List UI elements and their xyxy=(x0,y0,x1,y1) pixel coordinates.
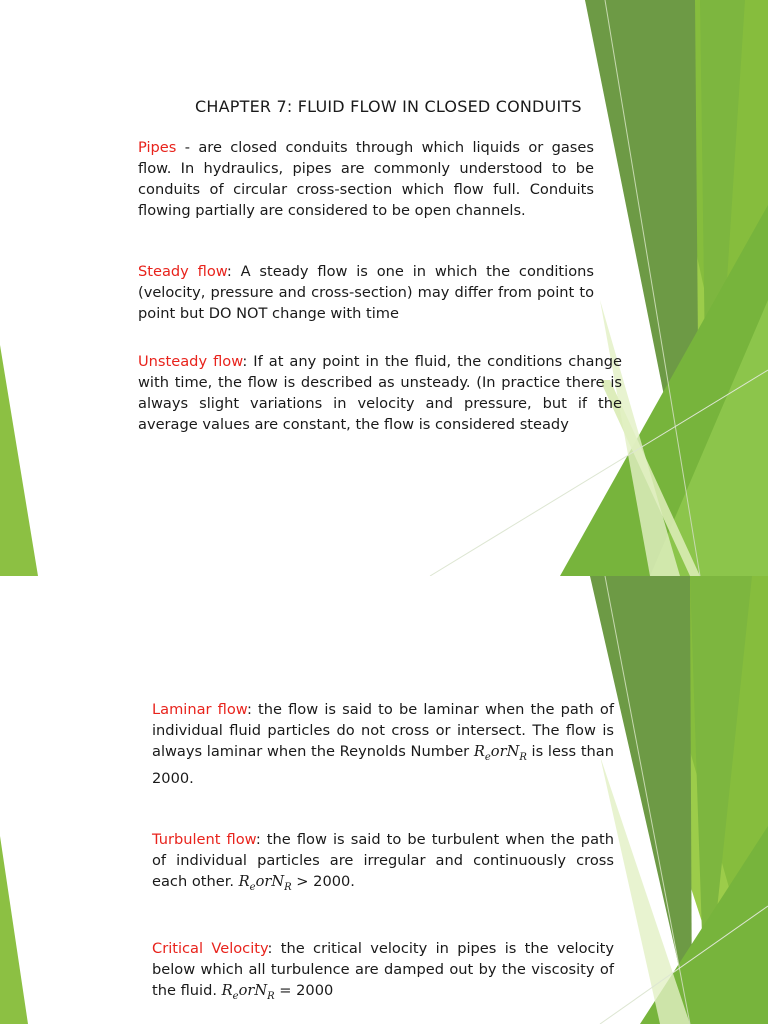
page-title: CHAPTER 7: FLUID FLOW IN CLOSED CONDUITS xyxy=(195,97,582,116)
reynolds-number-symbol: $R_eorN_R$ xyxy=(473,743,527,763)
critical-velocity-definition xyxy=(152,938,614,1007)
pipes-text: - are closed conduits through which liquids or gases flow. In hydraulics, pipes are commonly understood to be conduits of circular cross-section which flow full. Conduits flowing partially are considered to be open channels. xyxy=(138,139,594,219)
unsteady-flow-definition xyxy=(138,351,622,435)
steady-flow-definition xyxy=(138,261,594,324)
pipes-term: Pipes xyxy=(138,139,177,156)
turbulent-flow-tail: > 2000. xyxy=(291,873,355,890)
turbulent-flow-term: Turbulent flow xyxy=(152,831,256,848)
laminar-flow-term: Laminar flow xyxy=(152,701,247,718)
critical-velocity-text: : the critical velocity in pipes is the velocity below which all turbulence are damped out by the viscosity of the fluid. xyxy=(152,940,614,999)
turbulent-flow-text: : the flow is said to be turbulent when the path of individual particles are irregular and continuously cross each other. xyxy=(152,831,614,890)
slide-2 xyxy=(0,576,768,1024)
unsteady-flow-term: Unsteady flow xyxy=(138,353,243,370)
critical-velocity-tail: = 2000 xyxy=(274,982,334,999)
laminar-flow-text: : the flow is said to be laminar when the path of individual fluid particles do not cross or intersect. The flow is always laminar when the Reynolds Number xyxy=(152,701,615,760)
critical-velocity-term: Critical Velocity xyxy=(152,940,268,957)
laminar-flow-definition xyxy=(152,699,614,789)
steady-flow-text: : A steady flow is one in which the conditions (velocity, pressure and cross-section) may differ from point to point but DO NOT change with time xyxy=(138,263,594,322)
laminar-flow-tail: is less than 2000. xyxy=(152,743,614,787)
turbulent-flow-definition xyxy=(152,829,614,898)
steady-flow-term: Steady flow xyxy=(138,263,227,280)
pipes-definition xyxy=(138,137,594,221)
reynolds-number-symbol: $R_eorN_R$ xyxy=(238,873,292,893)
reynolds-number-symbol: $R_eorN_R$ xyxy=(221,982,275,1002)
unsteady-flow-text: : If at any point in the fluid, the conditions change with time, the flow is described as unsteady. (In practice there is always slight variations in velocity and pressure, but if the average values are constant, the flow is considered steady xyxy=(138,353,622,433)
